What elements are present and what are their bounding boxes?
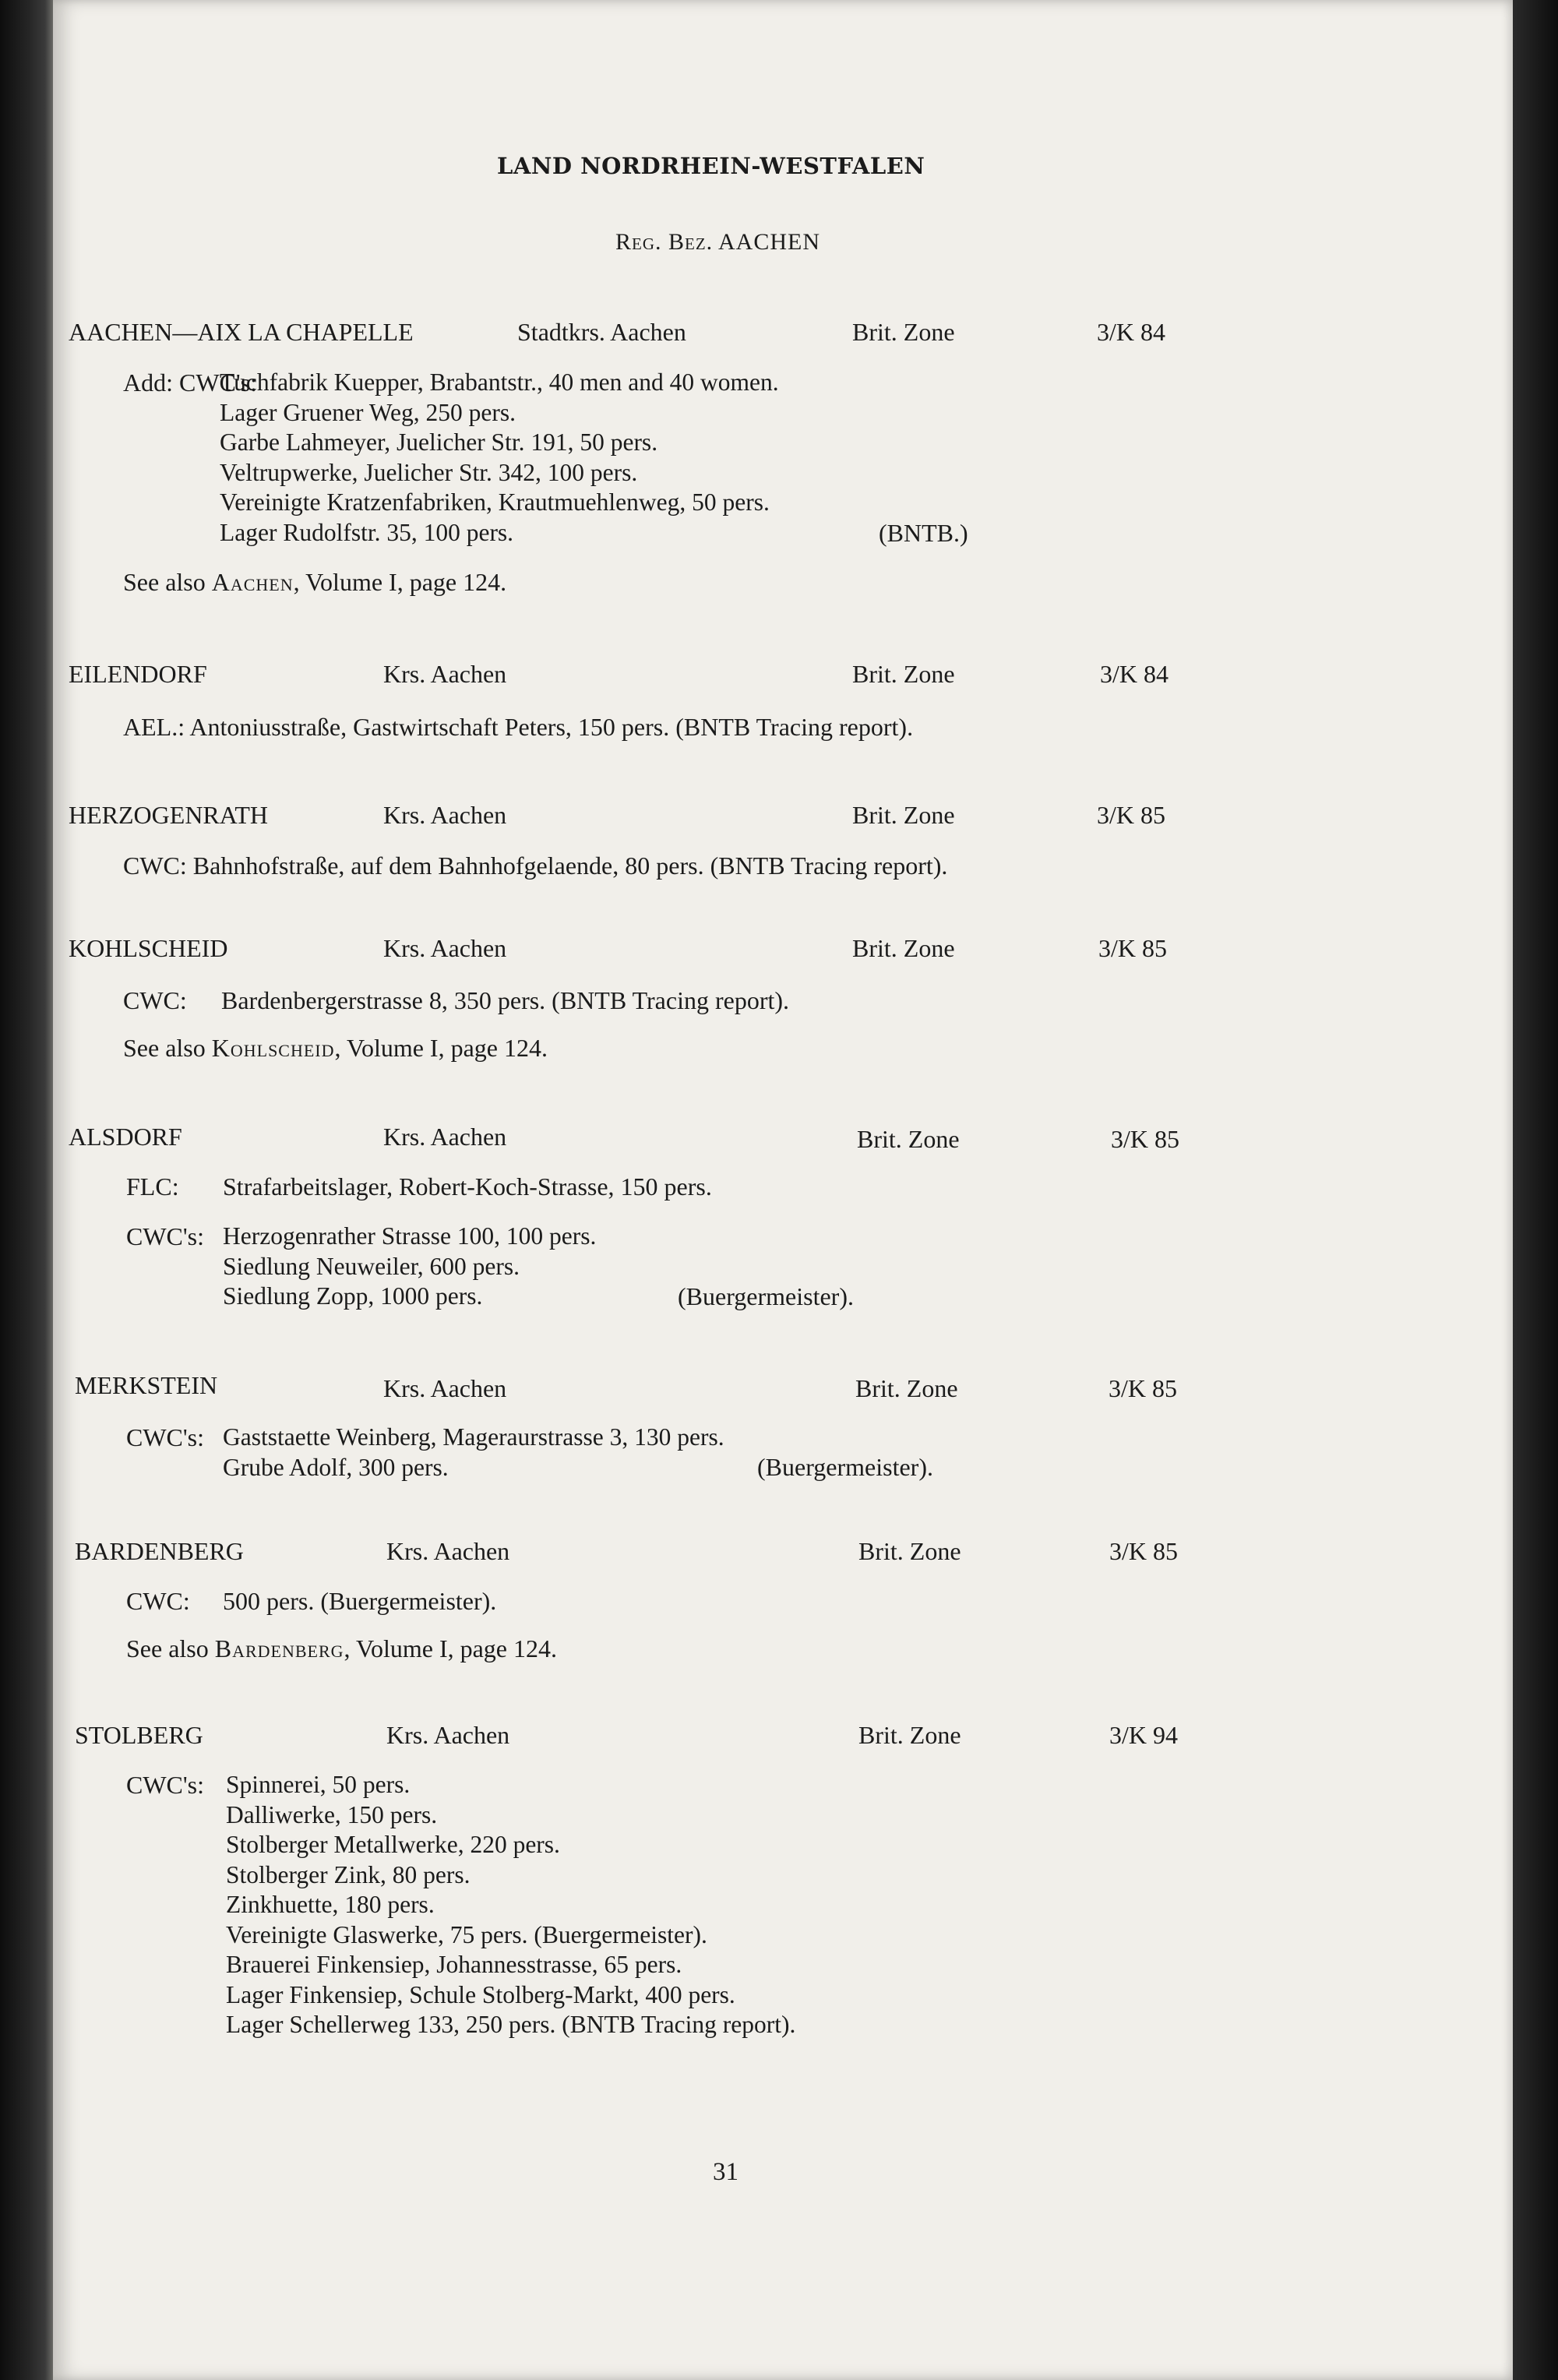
place-name: STOLBERG (75, 1721, 203, 1749)
camp-type-label: CWC's: (126, 1771, 204, 1799)
camp-type-label: AEL.: (123, 713, 185, 741)
camp-type-label: CWC's: (126, 1423, 204, 1451)
list-item: Zinkhuette, 180 pers. (226, 1891, 435, 1918)
camp-list (223, 1222, 596, 1312)
list-item: Antoniusstraße, Gastwirtschaft Peters, 150 pers. (BNTB Tracing report). (189, 713, 914, 741)
list-item: Gaststaette Weinberg, Mageraurstrasse 3, 130 pers. (223, 1423, 724, 1451)
list-item: Siedlung Neuweiler, 600 pers. (223, 1252, 520, 1280)
zone-label: Brit. Zone (852, 934, 955, 962)
place-name: BARDENBERG (75, 1537, 244, 1565)
grid-reference: 3/K 84 (1100, 660, 1168, 688)
county-name: Krs. Aachen (383, 660, 507, 688)
camp-type-label: CWC: (126, 1587, 190, 1615)
zone-label: Brit. Zone (858, 1721, 961, 1749)
grid-reference: 3/K 85 (1109, 1374, 1177, 1402)
list-item: Lager Finkensiep, Schule Stolberg-Markt, 400 pers. (226, 1980, 735, 2008)
camp-list (223, 1423, 724, 1483)
county-name: Krs. Aachen (383, 1374, 507, 1402)
list-item: Brauerei Finkensiep, Johannesstrasse, 65 pers. (226, 1951, 682, 1978)
camp-type-label: Add: CWC's: (123, 368, 257, 397)
book-edge-shadow (1513, 0, 1558, 2380)
source-note: (Buergermeister). (757, 1453, 933, 1481)
camp-type-label: CWC: (123, 852, 187, 880)
list-item: Lager Rudolfstr. 35, 100 pers. (220, 518, 514, 546)
district-heading: Reg. Bez. AACHEN (615, 229, 821, 255)
place-name: KOHLSCHEID (69, 934, 228, 962)
list-item: Veltrupwerke, Juelicher Str. 342, 100 pers. (220, 458, 638, 486)
list-item: Siedlung Zopp, 1000 pers. (223, 1282, 483, 1310)
camp-list (226, 1770, 795, 2040)
list-item: Dalliwerke, 150 pers. (226, 1800, 438, 1828)
camp-entry-line (123, 851, 947, 880)
zone-label: Brit. Zone (858, 1537, 961, 1565)
county-name: Krs. Aachen (386, 1721, 510, 1749)
county-name: Krs. Aachen (383, 1123, 507, 1151)
zone-label: Brit. Zone (852, 801, 955, 829)
source-note: (Buergermeister). (678, 1282, 854, 1310)
zone-label: Brit. Zone (852, 318, 955, 346)
list-item: Lager Gruener Weg, 250 pers. (220, 398, 516, 426)
county-name: Krs. Aachen (383, 801, 507, 829)
zone-label: Brit. Zone (857, 1125, 960, 1153)
document-page (53, 0, 1513, 2380)
grid-reference: 3/K 85 (1098, 934, 1167, 962)
grid-reference: 3/K 85 (1111, 1125, 1179, 1153)
see-also-reference: See also Bardenberg, Volume I, page 124. (126, 1634, 557, 1662)
list-item: Spinnerei, 50 pers. (226, 1771, 411, 1798)
list-item: Lager Schellerweg 133, 250 pers. (BNTB Tracing report). (226, 2011, 796, 2038)
county-name: Stadtkrs. Aachen (517, 318, 686, 346)
list-item: Bahnhofstraße, auf dem Bahnhofgelaende, 80 pers. (BNTB Tracing report). (192, 852, 948, 880)
grid-reference: 3/K 85 (1097, 801, 1165, 829)
county-name: Krs. Aachen (383, 934, 507, 962)
camp-list (220, 368, 779, 548)
list-item: Vereinigte Kratzenfabriken, Krautmuehlenweg, 50 pers. (220, 488, 770, 516)
list-item: Herzogenrather Strasse 100, 100 pers. (223, 1222, 597, 1250)
list-item: Garbe Lahmeyer, Juelicher Str. 191, 50 pers. (220, 428, 658, 456)
list-item: 500 pers. (Buergermeister). (223, 1587, 497, 1615)
list-item: Strafarbeitslager, Robert-Koch-Strasse, 150 pers. (223, 1172, 712, 1201)
list-item: Stolberger Zink, 80 pers. (226, 1860, 471, 1888)
list-item: Grube Adolf, 300 pers. (223, 1453, 449, 1481)
state-heading: LAND NORDRHEIN-WESTFALEN (497, 153, 925, 179)
county-name: Krs. Aachen (386, 1537, 510, 1565)
zone-label: Brit. Zone (855, 1374, 958, 1402)
place-name: HERZOGENRATH (69, 801, 268, 829)
camp-type-label: FLC: (126, 1172, 179, 1201)
list-item: Vereinigte Glaswerke, 75 pers. (Buergermeister). (226, 1920, 707, 1948)
page-number: 31 (713, 2158, 738, 2186)
grid-reference: 3/K 85 (1109, 1537, 1178, 1565)
source-note: (BNTB.) (879, 519, 968, 547)
place-name: AACHEN—AIX LA CHAPELLE (69, 318, 414, 346)
see-also-reference: See also Kohlscheid, Volume I, page 124. (123, 1034, 548, 1062)
camp-type-label: CWC: (123, 986, 187, 1014)
book-spine-shadow (0, 0, 53, 2380)
grid-reference: 3/K 94 (1109, 1721, 1178, 1749)
list-item: Bardenbergerstrasse 8, 350 pers. (BNTB Tracing report). (221, 986, 790, 1014)
place-name: MERKSTEIN (75, 1371, 218, 1399)
camp-entry-line (123, 712, 913, 742)
place-name: EILENDORF (69, 660, 207, 688)
list-item: Stolberger Metallwerke, 220 pers. (226, 1831, 560, 1858)
see-also-reference: See also Aachen, Volume I, page 124. (123, 568, 507, 596)
grid-reference: 3/K 84 (1097, 318, 1165, 346)
place-name: ALSDORF (69, 1123, 182, 1151)
list-item: Tuchfabrik Kuepper, Brabantstr., 40 men and 40 women. (220, 368, 779, 396)
camp-type-label: CWC's: (126, 1222, 204, 1250)
zone-label: Brit. Zone (852, 660, 955, 688)
